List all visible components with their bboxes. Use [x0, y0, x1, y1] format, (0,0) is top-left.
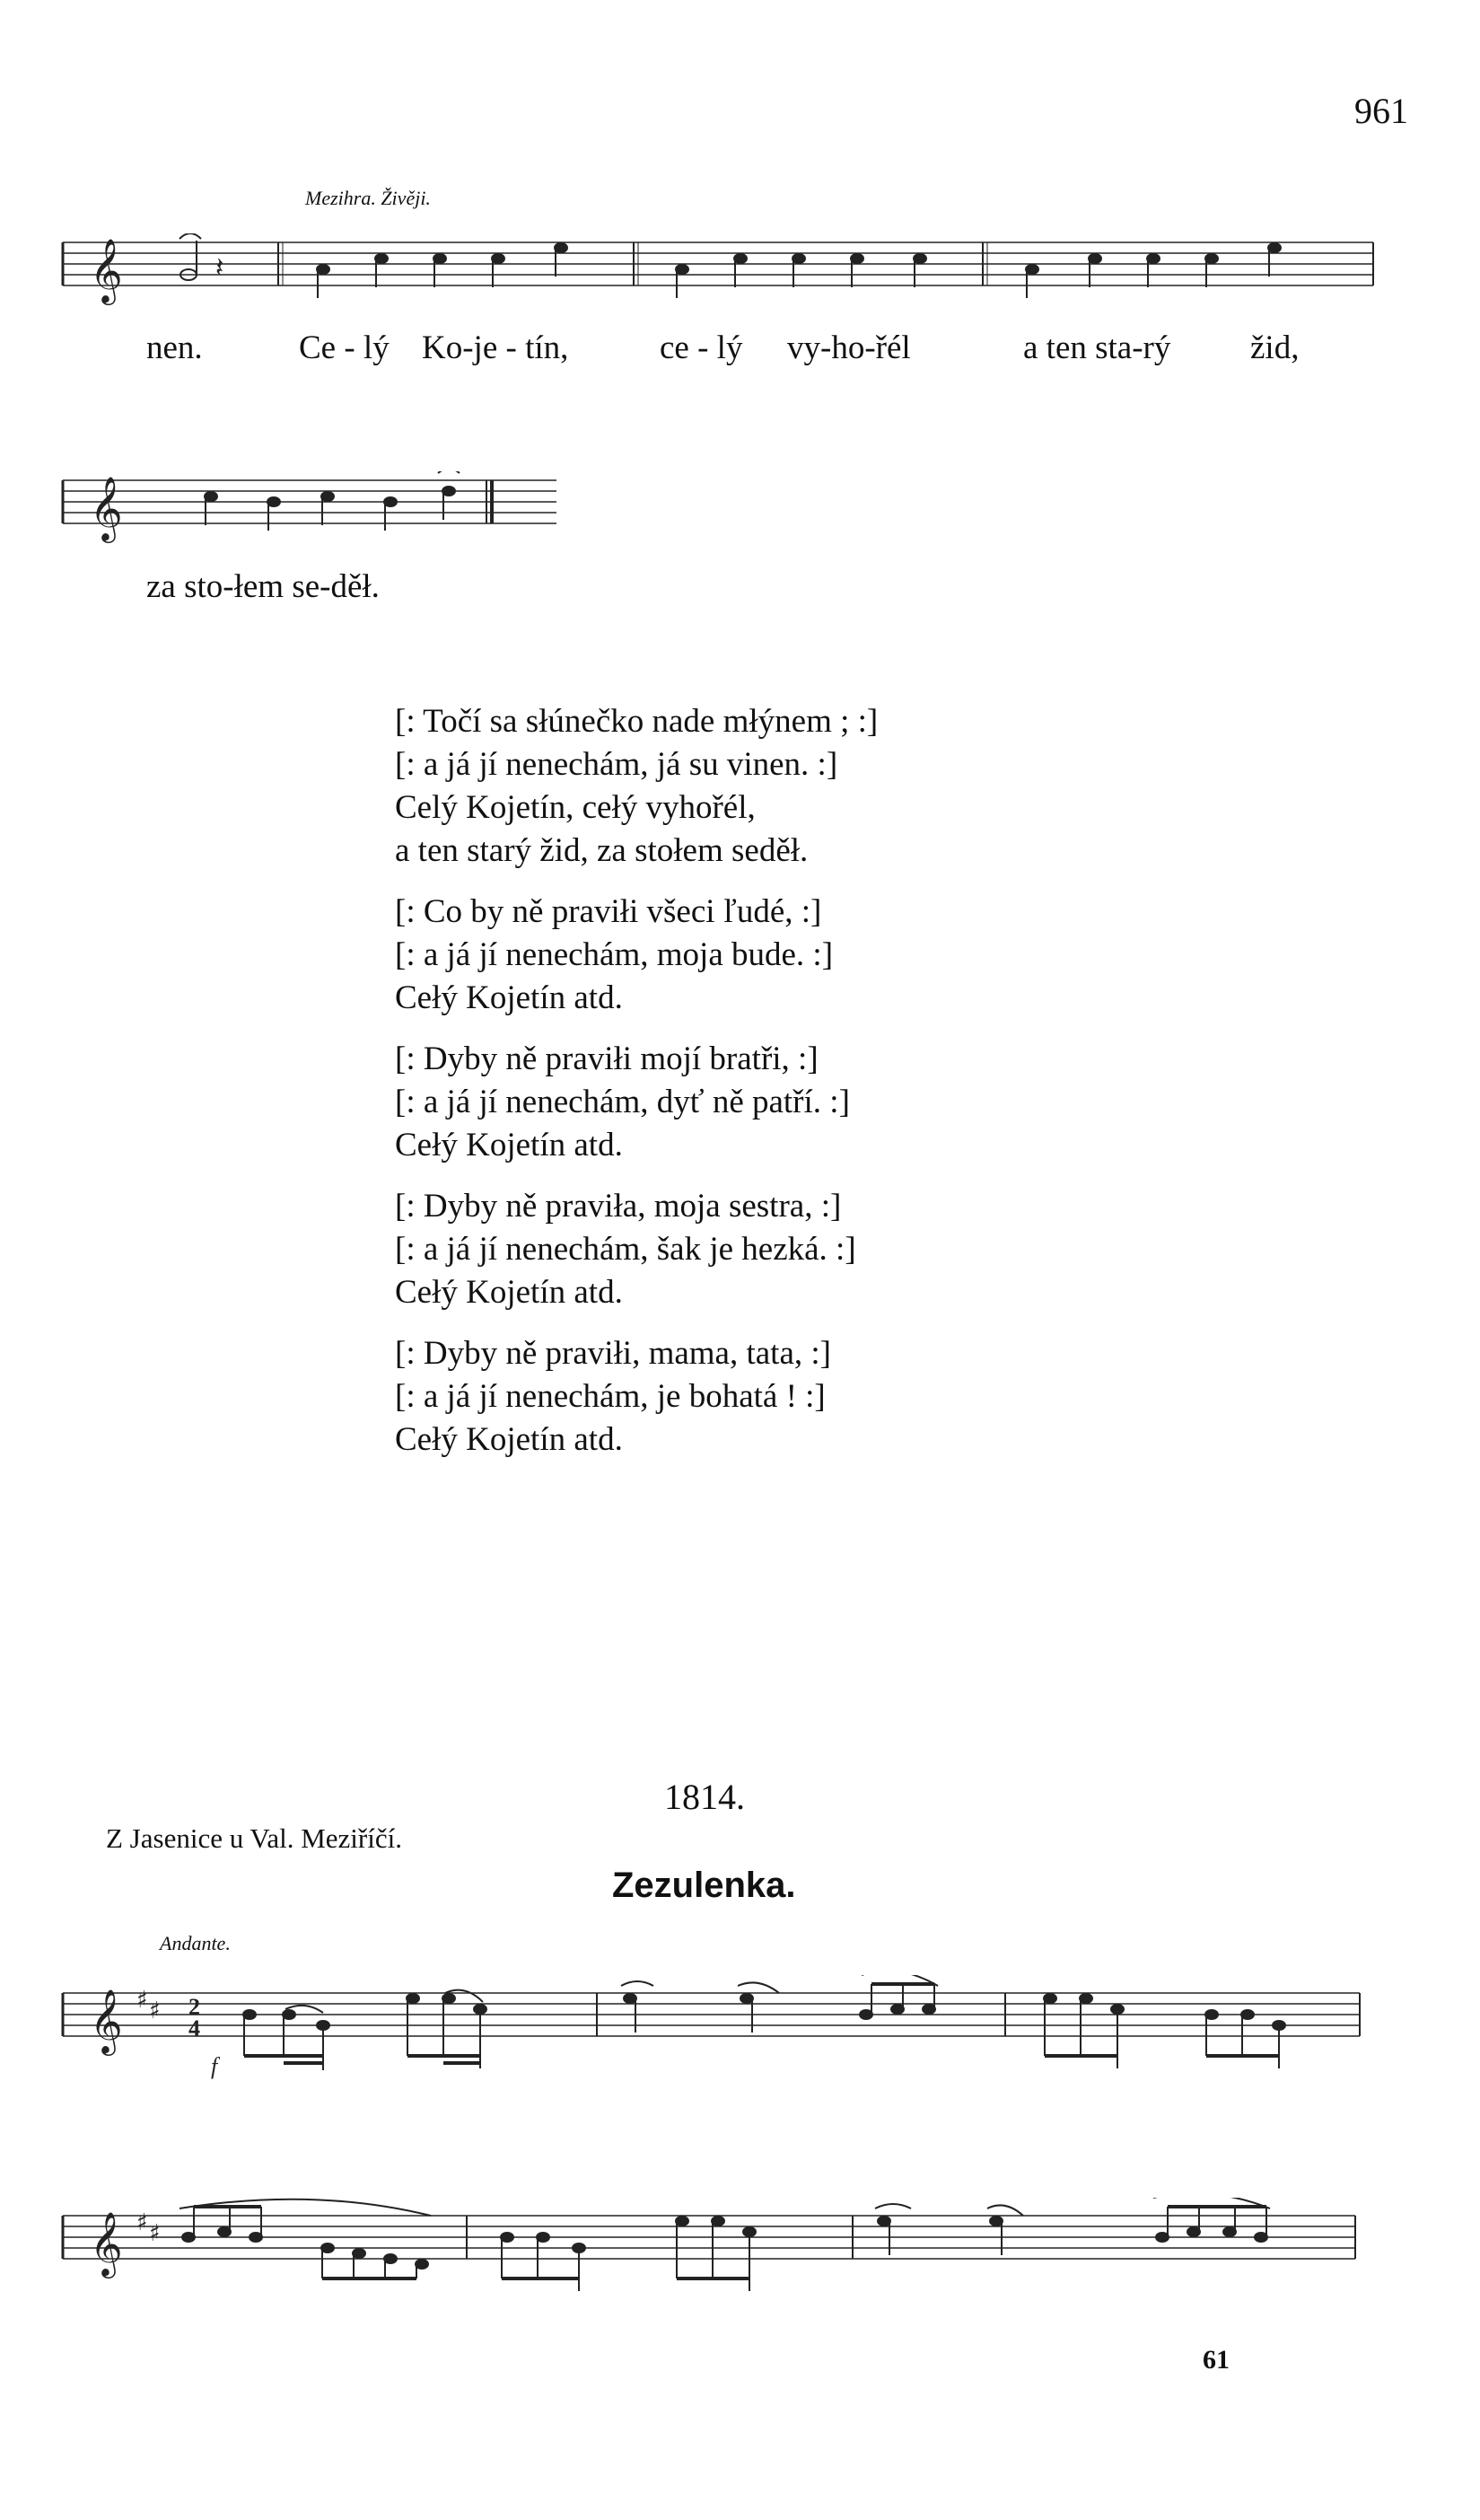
verse-line: [: a já jí nenechám, moja bude. :]: [395, 936, 834, 973]
verse-line: [: a já jí nenechám, dyť ně patří. :]: [395, 1084, 850, 1120]
stanza: [395, 1185, 878, 1314]
stanza: [395, 1332, 878, 1462]
lyric-syllable: žid,: [1250, 329, 1300, 366]
svg-text:♯: ♯: [149, 2220, 161, 2247]
verse-line: [: Dyby ně praviłi, mama, tata, :]: [395, 1335, 831, 1372]
verse-line: Cełý Kojetín atd.: [395, 1421, 623, 1458]
verse-line: Cełý Kojetín atd.: [395, 979, 623, 1016]
verse-line: [: a já jí nenechám, já su vinen. :]: [395, 746, 838, 783]
stanza: [395, 1038, 878, 1167]
tempo-marking: Mezihra. Živěji.: [305, 187, 431, 209]
verse-line: Celý Kojetín, cełý vyhořél,: [395, 789, 756, 826]
verse-line: [: Točí sa słúnečko nade młýnem ; :]: [395, 703, 879, 740]
time-signature-top: 2: [188, 1994, 200, 2020]
dynamic-marking: f: [211, 2053, 218, 2079]
time-signature-bottom: 4: [188, 2015, 200, 2041]
lyric-syllable: ce - lý: [660, 329, 743, 366]
verse-line: [: Dyby ně praviła, moja sestra, :]: [395, 1188, 842, 1225]
verse-line: [: Dyby ně praviłi mojí bratři, :]: [395, 1040, 819, 1077]
lyric-line-2: za sto-łem se-děł.: [146, 568, 380, 605]
lyric-syllable: vy-ho-řél: [787, 329, 911, 366]
music-staff-3: [54, 1975, 1382, 2092]
verse-line: Cełý Kojetín atd.: [395, 1274, 623, 1311]
verse-line: [: Co by ně praviłi všeci ľudé, :]: [395, 893, 822, 930]
song-number: 1814.: [664, 1777, 745, 1817]
svg-text:𝄞: 𝄞: [90, 237, 123, 303]
tempo-marking: Andante.: [160, 1932, 231, 1954]
svg-text:𝄞: 𝄞: [90, 1988, 123, 2053]
stanza: [395, 891, 878, 1020]
svg-text:♯: ♯: [136, 1987, 148, 2014]
verse-line: [: a já jí nenechám, šak je hezká. :]: [395, 1231, 856, 1268]
song-title: Zezulenka.: [612, 1866, 796, 1905]
lyric-syllable: Ko-je - tín,: [422, 329, 569, 366]
music-staff-1: [54, 233, 1382, 332]
lyric-syllable: nen.: [146, 329, 203, 366]
svg-text:♯: ♯: [136, 2209, 148, 2236]
verse-line: [: a já jí nenechám, je bohatá ! :]: [395, 1378, 826, 1415]
verse-line: Cełý Kojetín atd.: [395, 1127, 623, 1163]
stanza: [395, 700, 878, 873]
verse-stanzas: [395, 700, 878, 1480]
svg-text:𝄞: 𝄞: [90, 2210, 123, 2276]
page-number: 961: [1354, 91, 1408, 131]
music-staff-2: [54, 471, 565, 570]
music-staff-4: [54, 2198, 1382, 2314]
song-origin: Z Jasenice u Val. Meziříčí.: [106, 1822, 402, 1854]
verse-line: a ten starý žid, za stołem seděł.: [395, 832, 809, 869]
lyric-syllable: a ten sta-rý: [1023, 329, 1171, 366]
svg-text:♯: ♯: [149, 1998, 161, 2024]
lyric-syllable: Ce - lý: [299, 329, 390, 366]
svg-text:𝄽: 𝄽: [215, 253, 224, 283]
footer-signature: 61: [1203, 2345, 1230, 2375]
svg-text:𝄞: 𝄞: [90, 475, 123, 540]
